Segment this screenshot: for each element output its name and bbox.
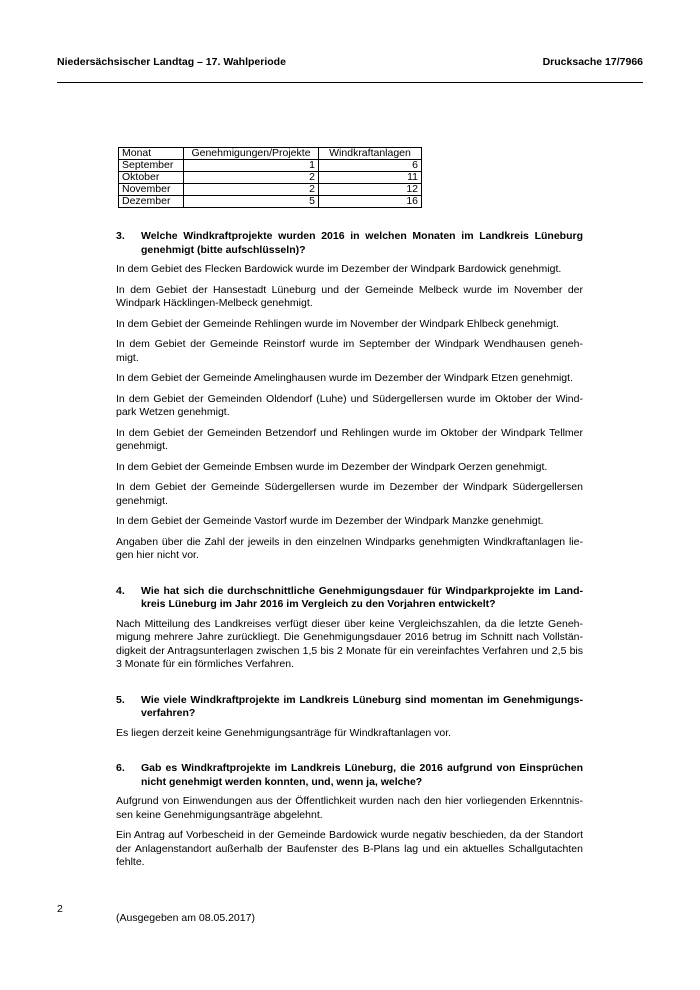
table-header-row: [119, 148, 422, 160]
table-cell-month: November: [119, 184, 184, 196]
table-cell-turbines: 6: [319, 160, 422, 172]
answer-paragraph: Angaben über die Zahl der jeweils in den einzelnen Windparks genehmigten Windkraftanlagen lie-gen hier nicht vor.: [116, 535, 583, 561]
table-row: [119, 172, 422, 184]
answer-paragraph: In dem Gebiet der Gemeinde Rehlingen wurde im November der Windpark Ehlbeck genehmigt.: [116, 317, 559, 330]
header-parliament: Niedersächsischer Landtag – 17. Wahlperiode: [57, 56, 286, 68]
table-cell-month: Oktober: [119, 172, 184, 184]
answer-paragraph: In dem Gebiet der Gemeinde Vastorf wurde im Dezember der Windpark Manzke genehmigt.: [116, 515, 544, 527]
table-cell-turbines: 11: [319, 172, 422, 184]
answer-paragraph: Es liegen derzeit keine Genehmigungsanträge für Windkraftanlagen vor.: [116, 726, 452, 739]
answer-paragraph: In dem Gebiet der Gemeinde Südergellersen wurde im Dezember der Windpark Südergellersen genehmigt.: [116, 481, 583, 507]
question-text: Gab es Windkraftprojekte im Landkreis Lüneburg, die 2016 aufgrund von Einsprüchen nicht genehmigt werden konnten, und, wenn ja, welche?: [141, 762, 583, 788]
question-text: Welche Windkraftprojekte wurden 2016 in welchen Monaten im Landkreis Lüneburg genehmigt (bitte aufschlüsseln)?: [141, 230, 583, 256]
section-gap: [116, 747, 583, 762]
answer-paragraph: Aufgrund von Einwendungen aus der Öffentlichkeit wurden nach den hier vorliegenden Erkenntnis-sen keine Genehmigungsanträge abgelehnt.: [116, 795, 583, 821]
page-number: 2: [57, 903, 63, 915]
question-3: [116, 230, 583, 257]
document-body: [116, 230, 583, 877]
question-6: [116, 762, 583, 789]
answer-paragraph: In dem Gebiet der Gemeinden Betzendorf und Rehlingen wurde im Oktober der Windpark Tellmer genehmigt.: [116, 426, 583, 452]
question-4: [116, 585, 583, 612]
answer-paragraph: In dem Gebiet der Hansestadt Lüneburg und der Gemeinde Melbeck wurde im November der Windpark Häcklingen-Melbeck genehmigt.: [116, 283, 583, 309]
question-number: 5.: [116, 693, 125, 706]
answer-paragraph: In dem Gebiet der Gemeinden Oldendorf (Luhe) und Südergellersen wurde im Oktober der Wind-park Wetzen genehmigt.: [116, 392, 583, 418]
table-cell-turbines: 12: [319, 184, 422, 196]
answer-paragraph: In dem Gebiet der Gemeinde Amelinghausen wurde im Dezember der Windpark Etzen genehmigt.: [116, 372, 573, 384]
question-text: Wie viele Windkraftprojekte im Landkreis Lüneburg sind momentan im Genehmigungs-verfahren?: [141, 693, 583, 719]
table-cell-month: Dezember: [119, 196, 184, 208]
approvals-table: [118, 147, 422, 208]
question-text: Wie hat sich die durchschnittliche Genehmigungsdauer für Windparkprojekte im Land-kreis Lüneburg im Jahr 2016 im Vergleich zu den Vorjahren entwickelt?: [141, 584, 583, 610]
table-row: [119, 196, 422, 208]
table-cell-month: September: [119, 160, 184, 172]
header-document-number: Drucksache 17/7966: [542, 56, 643, 68]
table-header-cell: Windkraftanlagen: [319, 148, 422, 160]
question-5: [116, 694, 583, 721]
table-header-cell: Monat: [119, 148, 184, 160]
question-number: 6.: [116, 762, 125, 774]
page-header: [57, 56, 643, 70]
table-cell-turbines: 16: [319, 196, 422, 208]
table-row: [119, 184, 422, 196]
question-number: 4.: [116, 584, 125, 597]
header-divider: [57, 82, 643, 83]
answer-paragraph: In dem Gebiet des Flecken Bardowick wurde im Dezember der Windpark Bardowick genehmigt.: [116, 263, 562, 275]
table-cell-approvals: 5: [184, 196, 319, 208]
issue-date: (Ausgegeben am 08.05.2017): [116, 912, 255, 924]
answer-paragraph: Nach Mitteilung des Landkreises verfügt dieser über keine Vergleichszahlen, da die letzte Geneh-migung mehrere Jahre zurückliegt. Die Genehmigungsdauer 2016 betrug im Schnitt nach Vollstän-digkeit der Antragsunterlagen zwischen 1,5 bis 2 Monate für ein vereinfachtes Verfahren und 2,5 bis 3 Monate für ein förmliches Verfahren.: [116, 617, 583, 670]
table-cell-approvals: 2: [184, 184, 319, 196]
table-header-cell: Genehmigungen/Projekte: [184, 148, 319, 160]
table-cell-approvals: 1: [184, 160, 319, 172]
answer-paragraph: In dem Gebiet der Gemeinde Embsen wurde im Dezember der Windpark Oerzen genehmigt.: [116, 460, 548, 473]
question-number: 3.: [116, 230, 125, 242]
section-gap: [116, 570, 583, 585]
table-row: [119, 160, 422, 172]
answer-paragraph: Ein Antrag auf Vorbescheid in der Gemeinde Bardowick wurde negativ beschieden, da der Standort der Anlagenstandort außerhalb der Baufenster des B-Plans lag und ein aktuelles Schallgutachten fehlte.: [116, 829, 583, 868]
answer-paragraph: In dem Gebiet der Gemeinde Reinstorf wurde im September der Windpark Wendhausen geneh-migt.: [116, 338, 583, 364]
section-gap: [116, 679, 583, 694]
table-cell-approvals: 2: [184, 172, 319, 184]
